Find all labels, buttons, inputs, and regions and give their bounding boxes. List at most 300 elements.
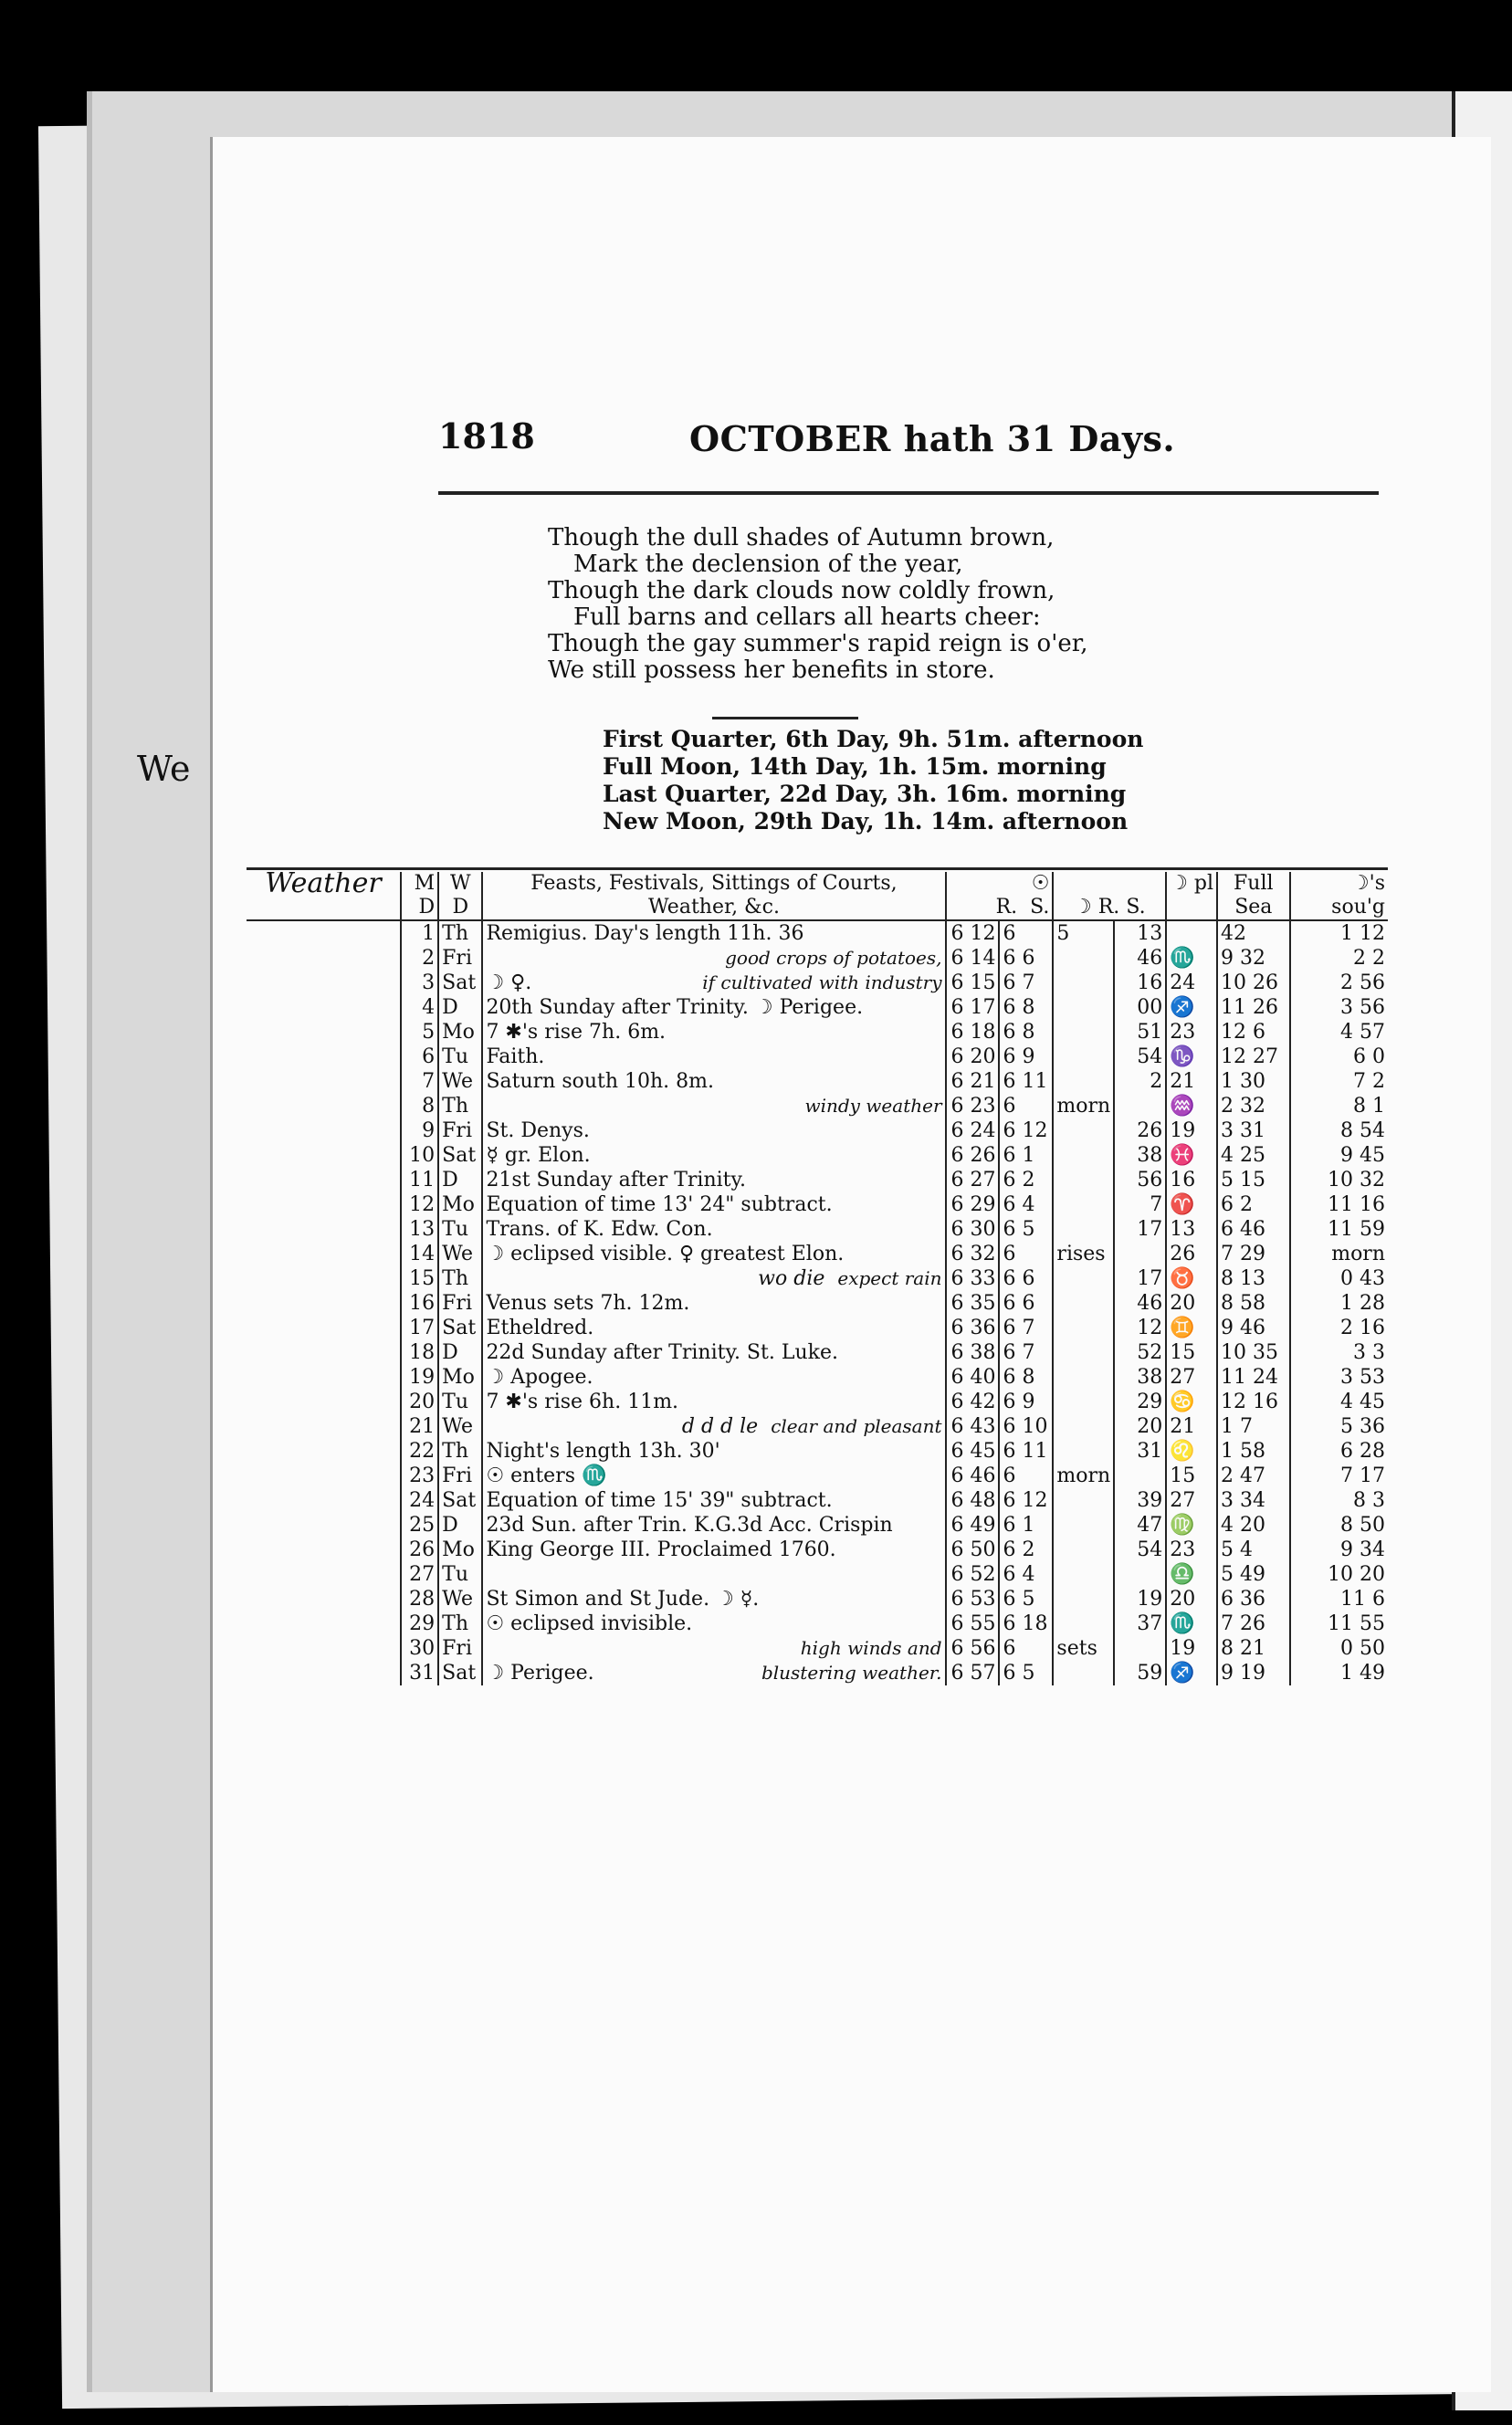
weather-cell bbox=[247, 1340, 401, 1365]
weather-prediction: if cultivated with industry bbox=[702, 971, 942, 993]
poem-divider bbox=[712, 717, 858, 719]
sun-set-cell: 6 4 bbox=[999, 1192, 1053, 1217]
month-day-cell: 6 bbox=[401, 1045, 438, 1069]
moon-rise-cell bbox=[1053, 1562, 1114, 1587]
weather-column-header: Weather bbox=[247, 872, 401, 920]
moon-place-cell: 15 bbox=[1166, 1340, 1217, 1365]
full-sea-cell: 1 7 bbox=[1217, 1414, 1290, 1439]
full-sea-cell: 6 36 bbox=[1217, 1587, 1290, 1611]
moon-rise-cell bbox=[1053, 1045, 1114, 1069]
moon-set-cell: 19 bbox=[1114, 1587, 1166, 1611]
moon-southing-cell: 0 50 bbox=[1340, 1637, 1385, 1660]
month-day-cell: 20 bbox=[401, 1390, 438, 1414]
sun-set-cell: 6 5 bbox=[999, 1661, 1053, 1685]
sun-set-cell: 6 5 bbox=[999, 1587, 1053, 1611]
table-row bbox=[247, 995, 1388, 1020]
weather-cell bbox=[247, 1464, 401, 1488]
weather-cell bbox=[247, 1168, 401, 1192]
full-sea-cell: 5 4 bbox=[1217, 1538, 1290, 1562]
sun-set-cell: 6 bbox=[999, 1242, 1053, 1266]
weather-cell bbox=[247, 1143, 401, 1168]
moon-southing-cell: 10 32 bbox=[1328, 1169, 1385, 1192]
moon-set-cell: 54 bbox=[1114, 1045, 1166, 1069]
sun-set-cell: 6 5 bbox=[999, 1217, 1053, 1242]
moon-place-cell: 24 bbox=[1166, 971, 1217, 995]
almanac-table bbox=[247, 872, 1388, 1685]
week-day-cell: D bbox=[438, 1513, 482, 1538]
month-day-cell: 23 bbox=[401, 1464, 438, 1488]
moon-southing-cell: 11 55 bbox=[1328, 1612, 1385, 1635]
weather-cell bbox=[247, 1069, 401, 1094]
weather-cell bbox=[247, 1439, 401, 1464]
feast-text: ☽ Apogee. bbox=[486, 1366, 593, 1389]
moon-set-cell: 7 bbox=[1114, 1192, 1166, 1217]
moon-set-cell: 46 bbox=[1114, 946, 1166, 971]
moon-southing-cell: 9 34 bbox=[1340, 1538, 1385, 1561]
moon-southing-cell: 1 28 bbox=[1340, 1292, 1385, 1315]
moon-set-cell: 47 bbox=[1114, 1513, 1166, 1538]
week-day-header: W D bbox=[438, 872, 482, 920]
week-day-cell: Fri bbox=[438, 1636, 482, 1661]
month-day-cell: 28 bbox=[401, 1587, 438, 1611]
weather-cell bbox=[247, 920, 401, 946]
table-row bbox=[247, 1414, 1388, 1439]
sun-set-cell: 6 12 bbox=[999, 1118, 1053, 1143]
feast-text: ☽ ♀. bbox=[486, 971, 532, 994]
moon-set-cell: 20 bbox=[1114, 1414, 1166, 1439]
moon-place-cell: ♊ bbox=[1166, 1316, 1217, 1340]
feast-cell bbox=[482, 1020, 945, 1045]
full-sea-cell: 12 6 bbox=[1217, 1020, 1290, 1045]
weather-cell bbox=[247, 1094, 401, 1118]
feast-text: 22d Sunday after Trinity. St. Luke. bbox=[486, 1341, 838, 1364]
feast-text: 23d Sun. after Trin. K.G.3d Acc. Crispin bbox=[486, 1514, 893, 1537]
month-day-cell: 12 bbox=[401, 1192, 438, 1217]
sun-set-cell: 6 bbox=[999, 1094, 1053, 1118]
moon-southing-cell: 8 1 bbox=[1353, 1095, 1385, 1118]
table-row bbox=[247, 1045, 1388, 1069]
moon-rise-cell bbox=[1053, 1365, 1114, 1390]
month-day-cell: 14 bbox=[401, 1242, 438, 1266]
feast-text: 7 ✱'s rise 7h. 6m. bbox=[486, 1021, 667, 1044]
moon-phase-last-quarter: Last Quarter, 22d Day, 3h. 16m. morning bbox=[603, 781, 1127, 807]
feast-cell bbox=[482, 1513, 945, 1538]
moon-southing-cell: 3 53 bbox=[1340, 1366, 1385, 1389]
moon-rise-cell: morn bbox=[1053, 1464, 1114, 1488]
weather-cell bbox=[247, 1242, 401, 1266]
feast-text: ☉ eclipsed invisible. bbox=[486, 1612, 693, 1635]
moon-rise-cell bbox=[1053, 1291, 1114, 1316]
full-sea-cell: 6 2 bbox=[1217, 1192, 1290, 1217]
moon-set-cell: 12 bbox=[1114, 1316, 1166, 1340]
feast-cell bbox=[482, 1069, 945, 1094]
feast-cell bbox=[482, 1636, 945, 1661]
moon-rise-cell bbox=[1053, 1168, 1114, 1192]
moon-southing-cell: 0 43 bbox=[1340, 1267, 1385, 1290]
moon-place-cell: 13 bbox=[1166, 1217, 1217, 1242]
moon-place-cell: 16 bbox=[1166, 1168, 1217, 1192]
table-row bbox=[247, 1439, 1388, 1464]
full-sea-cell: 7 29 bbox=[1217, 1242, 1290, 1266]
full-sea-cell: 8 21 bbox=[1217, 1636, 1290, 1661]
weather-cell bbox=[247, 1414, 401, 1439]
feast-text: ☽ Perigee. bbox=[486, 1662, 594, 1685]
week-day-cell: Fri bbox=[438, 1118, 482, 1143]
sun-rise-cell: 6 24 bbox=[946, 1118, 1000, 1143]
moon-southing-cell: 11 59 bbox=[1328, 1218, 1385, 1241]
moon-southing-cell: 8 54 bbox=[1340, 1119, 1385, 1142]
sun-rise-cell: 6 57 bbox=[946, 1661, 1000, 1685]
table-row bbox=[247, 1390, 1388, 1414]
full-sea-cell: 1 58 bbox=[1217, 1439, 1290, 1464]
moon-set-cell: 00 bbox=[1114, 995, 1166, 1020]
full-sea-cell: 4 20 bbox=[1217, 1513, 1290, 1538]
moon-rise-cell bbox=[1053, 1118, 1114, 1143]
poem-line: We still possess her benefits in store. bbox=[548, 656, 995, 684]
table-row bbox=[247, 1168, 1388, 1192]
month-day-cell: 1 bbox=[401, 920, 438, 946]
full-sea-cell: 42 bbox=[1217, 920, 1290, 946]
weather-cell bbox=[247, 1045, 401, 1069]
moon-place-cell: ♋ bbox=[1166, 1390, 1217, 1414]
week-day-cell: Tu bbox=[438, 1217, 482, 1242]
table-row bbox=[247, 920, 1388, 946]
weather-prediction: good crops of potatoes, bbox=[725, 947, 942, 969]
month-day-cell: 7 bbox=[401, 1069, 438, 1094]
feast-text: Remigius. Day's length 11h. 36 bbox=[486, 922, 804, 945]
table-row bbox=[247, 1661, 1388, 1685]
table-body bbox=[247, 920, 1388, 1685]
moon-place-cell: ♐ bbox=[1166, 1661, 1217, 1685]
full-sea-cell: 8 58 bbox=[1217, 1291, 1290, 1316]
moon-place-cell: ♏ bbox=[1166, 1611, 1217, 1636]
moon-set-cell bbox=[1114, 1094, 1166, 1118]
poem-line: Though the gay summer's rapid reign is o'er, bbox=[548, 630, 1088, 657]
sun-set-cell: 6 1 bbox=[999, 1143, 1053, 1168]
week-day-cell: Mo bbox=[438, 1365, 482, 1390]
moon-set-cell: 16 bbox=[1114, 971, 1166, 995]
feast-text: St. Denys. bbox=[486, 1119, 590, 1142]
feast-text: Trans. of K. Edw. Con. bbox=[486, 1218, 713, 1241]
feast-cell bbox=[482, 946, 945, 971]
weather-cell bbox=[247, 1587, 401, 1611]
feast-cell bbox=[482, 1266, 945, 1291]
moon-set-cell: 29 bbox=[1114, 1390, 1166, 1414]
moon-rise-cell bbox=[1053, 1587, 1114, 1611]
moon-set-cell: 38 bbox=[1114, 1143, 1166, 1168]
weather-cell bbox=[247, 995, 401, 1020]
feast-cell bbox=[482, 1587, 945, 1611]
month-day-cell: 31 bbox=[401, 1661, 438, 1685]
feast-cell bbox=[482, 1316, 945, 1340]
sun-set-cell: 6 11 bbox=[999, 1069, 1053, 1094]
sun-set-cell: 6 4 bbox=[999, 1562, 1053, 1587]
feast-cell bbox=[482, 1439, 945, 1464]
poem-line: Mark the declension of the year, bbox=[573, 551, 963, 578]
feast-cell bbox=[482, 1045, 945, 1069]
table-row bbox=[247, 1513, 1388, 1538]
week-day-cell: Sat bbox=[438, 1488, 482, 1513]
table-row bbox=[247, 1143, 1388, 1168]
week-day-cell: Mo bbox=[438, 1020, 482, 1045]
moon-southing-cell: 3 3 bbox=[1353, 1341, 1385, 1364]
sun-rise-cell: 6 46 bbox=[946, 1464, 1000, 1488]
full-sea-cell: 8 13 bbox=[1217, 1266, 1290, 1291]
moon-set-cell: 37 bbox=[1114, 1611, 1166, 1636]
table-header-row bbox=[247, 872, 1388, 920]
moon-phase-first-quarter: First Quarter, 6th Day, 9h. 51m. afternoon bbox=[603, 726, 1144, 752]
month-day-cell: 9 bbox=[401, 1118, 438, 1143]
moon-set-cell: 2 bbox=[1114, 1069, 1166, 1094]
full-sea-cell: 10 35 bbox=[1217, 1340, 1290, 1365]
moon-set-cell: 56 bbox=[1114, 1168, 1166, 1192]
moon-phases bbox=[603, 726, 1143, 835]
sun-set-cell: 6 9 bbox=[999, 1045, 1053, 1069]
month-day-cell: 29 bbox=[401, 1611, 438, 1636]
feast-cell bbox=[482, 1562, 945, 1587]
week-day-cell: Th bbox=[438, 920, 482, 946]
sun-set-cell: 6 12 bbox=[999, 1488, 1053, 1513]
week-day-cell: Mo bbox=[438, 1538, 482, 1562]
weather-cell bbox=[247, 1217, 401, 1242]
full-sea-cell: 1 30 bbox=[1217, 1069, 1290, 1094]
feast-cell bbox=[482, 1242, 945, 1266]
week-day-cell: Fri bbox=[438, 1291, 482, 1316]
full-sea-cell: 11 26 bbox=[1217, 995, 1290, 1020]
feasts-header: Feasts, Festivals, Sittings of Courts, Weather, &c. bbox=[482, 872, 945, 920]
sun-set-cell: 6 8 bbox=[999, 1365, 1053, 1390]
feast-cell bbox=[482, 1217, 945, 1242]
poem-line: Though the dull shades of Autumn brown, bbox=[548, 524, 1055, 551]
weather-cell bbox=[247, 1316, 401, 1340]
table-row bbox=[247, 1291, 1388, 1316]
weather-prediction: blustering weather. bbox=[761, 1662, 942, 1684]
table-row bbox=[247, 1094, 1388, 1118]
feast-text: Equation of time 13' 24" subtract. bbox=[486, 1193, 833, 1216]
table-row bbox=[247, 1464, 1388, 1488]
full-sea-cell: 9 19 bbox=[1217, 1661, 1290, 1685]
sun-rise-cell: 6 55 bbox=[946, 1611, 1000, 1636]
sun-set-cell: 6 8 bbox=[999, 995, 1053, 1020]
moon-southing-cell: 7 17 bbox=[1340, 1464, 1385, 1487]
moon-southing-cell: 11 16 bbox=[1328, 1193, 1385, 1216]
moon-southing-cell: 9 45 bbox=[1340, 1144, 1385, 1167]
weather-cell bbox=[247, 1636, 401, 1661]
table-row bbox=[247, 1538, 1388, 1562]
weather-prediction: clear and pleasant bbox=[771, 1415, 942, 1437]
moon-rise-cell: 5 bbox=[1053, 920, 1114, 946]
poem bbox=[548, 525, 1088, 684]
sun-rise-cell: 6 52 bbox=[946, 1562, 1000, 1587]
moon-rise-cell: rises bbox=[1053, 1242, 1114, 1266]
moon-place-cell: 27 bbox=[1166, 1488, 1217, 1513]
sun-rise-cell: 6 23 bbox=[946, 1094, 1000, 1118]
moon-rise-cell bbox=[1053, 1340, 1114, 1365]
sun-set-cell: 6 11 bbox=[999, 1439, 1053, 1464]
table-row bbox=[247, 1316, 1388, 1340]
full-sea-cell: 5 15 bbox=[1217, 1168, 1290, 1192]
moon-southing-header: ☽'s sou'g bbox=[1290, 872, 1388, 920]
moon-set-cell: 13 bbox=[1114, 920, 1166, 946]
table-row bbox=[247, 1192, 1388, 1217]
week-day-cell: Sat bbox=[438, 1143, 482, 1168]
moon-rise-cell bbox=[1053, 1192, 1114, 1217]
moon-southing-cell: 6 28 bbox=[1340, 1440, 1385, 1463]
moon-set-cell: 31 bbox=[1114, 1439, 1166, 1464]
weather-cell bbox=[247, 1192, 401, 1217]
moon-phase-new-moon: New Moon, 29th Day, 1h. 14m. afternoon bbox=[603, 808, 1129, 835]
weather-prediction: windy weather bbox=[804, 1095, 942, 1117]
full-sea-cell: 12 16 bbox=[1217, 1390, 1290, 1414]
moon-place-cell: ♎ bbox=[1166, 1562, 1217, 1587]
weather-cell bbox=[247, 1488, 401, 1513]
week-day-cell: Tu bbox=[438, 1390, 482, 1414]
table-row bbox=[247, 1266, 1388, 1291]
feast-text: Faith. bbox=[486, 1045, 545, 1068]
sun-rise-cell: 6 32 bbox=[946, 1242, 1000, 1266]
sun-rise-cell: 6 20 bbox=[946, 1045, 1000, 1069]
feast-cell bbox=[482, 971, 945, 995]
sun-set-cell: 6 6 bbox=[999, 1291, 1053, 1316]
moon-set-cell: 51 bbox=[1114, 1020, 1166, 1045]
moon-southing-cell: 6 0 bbox=[1353, 1045, 1385, 1068]
sun-rise-cell: 6 33 bbox=[946, 1266, 1000, 1291]
week-day-cell: Sat bbox=[438, 1661, 482, 1685]
sun-rise-cell: 6 12 bbox=[946, 920, 1000, 946]
feast-cell bbox=[482, 1094, 945, 1118]
table-row bbox=[247, 1020, 1388, 1045]
moon-southing-cell: 8 50 bbox=[1340, 1514, 1385, 1537]
feast-text: 20th Sunday after Trinity. ☽ Perigee. bbox=[486, 996, 864, 1019]
month-day-cell: 25 bbox=[401, 1513, 438, 1538]
sun-set-cell: 6 9 bbox=[999, 1390, 1053, 1414]
moon-place-cell: ♉ bbox=[1166, 1266, 1217, 1291]
weather-cell bbox=[247, 1118, 401, 1143]
sun-set-cell: 6 7 bbox=[999, 1316, 1053, 1340]
sun-rise-cell: 6 15 bbox=[946, 971, 1000, 995]
full-sea-cell: 12 27 bbox=[1217, 1045, 1290, 1069]
month-day-cell: 24 bbox=[401, 1488, 438, 1513]
sun-rise-cell: 6 53 bbox=[946, 1587, 1000, 1611]
table-row bbox=[247, 1365, 1388, 1390]
feast-cell bbox=[482, 1118, 945, 1143]
table-row bbox=[247, 1069, 1388, 1094]
moon-rise-cell bbox=[1053, 1513, 1114, 1538]
moon-rise-cell bbox=[1053, 971, 1114, 995]
moon-set-cell: 54 bbox=[1114, 1538, 1166, 1562]
week-day-cell: Fri bbox=[438, 1464, 482, 1488]
sun-rise-cell: 6 35 bbox=[946, 1291, 1000, 1316]
moon-rise-cell bbox=[1053, 1316, 1114, 1340]
moon-place-cell bbox=[1166, 920, 1217, 946]
moon-rise-cell bbox=[1053, 1069, 1114, 1094]
feast-cell bbox=[482, 1464, 945, 1488]
full-sea-cell: 7 26 bbox=[1217, 1611, 1290, 1636]
weather-cell bbox=[247, 1513, 401, 1538]
moon-southing-cell: 2 2 bbox=[1353, 947, 1385, 970]
sun-set-cell: 6 bbox=[999, 1636, 1053, 1661]
sun-set-cell: 6 bbox=[999, 1464, 1053, 1488]
month-day-cell: 18 bbox=[401, 1340, 438, 1365]
feast-cell bbox=[482, 1365, 945, 1390]
sun-rise-cell: 6 48 bbox=[946, 1488, 1000, 1513]
week-day-cell: Sat bbox=[438, 971, 482, 995]
table-row bbox=[247, 1636, 1388, 1661]
weather-cell bbox=[247, 1291, 401, 1316]
moon-southing-cell: 7 2 bbox=[1353, 1070, 1385, 1093]
moon-place-cell: 20 bbox=[1166, 1291, 1217, 1316]
week-day-cell: Th bbox=[438, 1439, 482, 1464]
month-day-cell: 4 bbox=[401, 995, 438, 1020]
moon-southing-cell: 3 56 bbox=[1340, 996, 1385, 1019]
month-day-cell: 2 bbox=[401, 946, 438, 971]
feast-cell bbox=[482, 1390, 945, 1414]
month-day-cell: 26 bbox=[401, 1538, 438, 1562]
feast-text: 21st Sunday after Trinity. bbox=[486, 1169, 746, 1192]
moon-place-cell: 27 bbox=[1166, 1365, 1217, 1390]
sun-rise-cell: 6 49 bbox=[946, 1513, 1000, 1538]
feast-cell bbox=[482, 995, 945, 1020]
full-sea-cell: 6 46 bbox=[1217, 1217, 1290, 1242]
table-row bbox=[247, 1217, 1388, 1242]
full-sea-cell: 9 46 bbox=[1217, 1316, 1290, 1340]
sun-set-cell: 6 6 bbox=[999, 946, 1053, 971]
week-day-cell: We bbox=[438, 1587, 482, 1611]
moon-rise-cell bbox=[1053, 1414, 1114, 1439]
moon-rise-cell bbox=[1053, 1611, 1114, 1636]
moon-rise-cell: sets bbox=[1053, 1636, 1114, 1661]
page-year: 1818 bbox=[438, 415, 535, 457]
feast-cell bbox=[482, 1143, 945, 1168]
moon-southing-cell: 2 16 bbox=[1340, 1317, 1385, 1339]
sun-set-cell: 6 10 bbox=[999, 1414, 1053, 1439]
moon-rise-set-header: ☽ R. S. bbox=[1053, 872, 1166, 920]
moon-southing-cell: 4 57 bbox=[1340, 1021, 1385, 1044]
moon-place-cell: ♌ bbox=[1166, 1439, 1217, 1464]
handwritten-note: d d d le bbox=[681, 1415, 759, 1438]
moon-set-cell bbox=[1114, 1562, 1166, 1587]
feast-text: ☉ enters ♏ bbox=[486, 1464, 607, 1487]
feast-text: King George III. Proclaimed 1760. bbox=[486, 1538, 836, 1561]
weather-cell bbox=[247, 1611, 401, 1636]
page-title: OCTOBER hath 31 Days. bbox=[689, 418, 1176, 459]
moon-set-cell bbox=[1114, 1242, 1166, 1266]
sun-rise-cell: 6 56 bbox=[946, 1636, 1000, 1661]
moon-place-cell: ♑ bbox=[1166, 1045, 1217, 1069]
feast-text: Etheldred. bbox=[486, 1317, 594, 1339]
feast-cell bbox=[482, 1538, 945, 1562]
feast-cell bbox=[482, 1168, 945, 1192]
moon-set-cell: 39 bbox=[1114, 1488, 1166, 1513]
full-sea-header: Full Sea bbox=[1217, 872, 1290, 920]
feast-text: Night's length 13h. 30' bbox=[486, 1440, 720, 1463]
moon-rise-cell bbox=[1053, 1020, 1114, 1045]
full-sea-cell: 10 26 bbox=[1217, 971, 1290, 995]
moon-set-cell: 59 bbox=[1114, 1661, 1166, 1685]
month-day-cell: 17 bbox=[401, 1316, 438, 1340]
moon-place-cell: 15 bbox=[1166, 1464, 1217, 1488]
table-row bbox=[247, 1242, 1388, 1266]
moon-rise-cell bbox=[1053, 1143, 1114, 1168]
moon-place-cell: 20 bbox=[1166, 1587, 1217, 1611]
sun-rise-cell: 6 26 bbox=[946, 1143, 1000, 1168]
feast-text: Saturn south 10h. 8m. bbox=[486, 1070, 715, 1093]
weather-cell bbox=[247, 971, 401, 995]
sun-rise-cell: 6 36 bbox=[946, 1316, 1000, 1340]
week-day-cell: Th bbox=[438, 1094, 482, 1118]
moon-southing-cell: 4 45 bbox=[1340, 1391, 1385, 1413]
sun-rise-cell: 6 40 bbox=[946, 1365, 1000, 1390]
